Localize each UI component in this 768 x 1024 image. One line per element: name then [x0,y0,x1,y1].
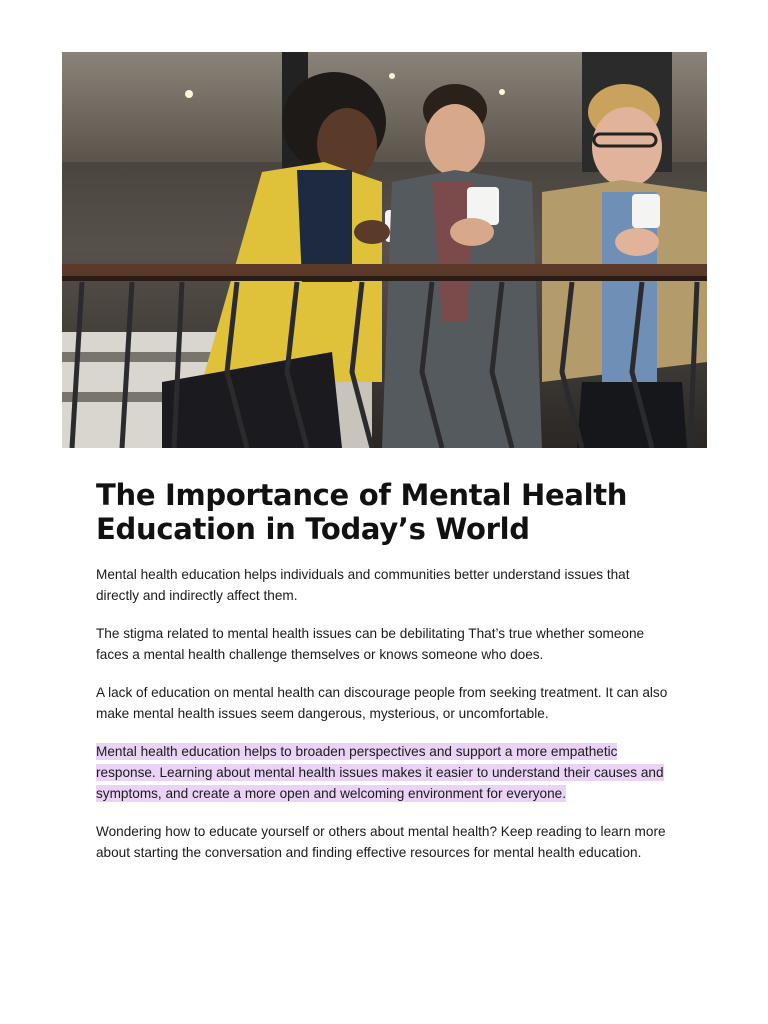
paragraph-lack-of-education [96,682,676,724]
paragraph-text: A lack of education on mental health can discourage people from seeking treatment. It can also make mental health issues seem dangerous, mysterious, or uncomfortable. [96,685,668,721]
paragraph-highlighted [96,741,676,804]
photo-icon [62,52,707,448]
highlighted-text: Mental health education helps to broaden perspectives and support a more empathetic response. Learning about mental health issues makes it easier to understand their causes and symptoms, and create a more open and welcoming environment for everyone. [96,744,664,801]
paragraph-text: Wondering how to educate yourself or others about mental health? Keep reading to learn more about starting the conversation and finding effective resources for mental health education. [96,824,666,860]
paragraph-stigma [96,623,676,665]
hero-image [62,52,707,448]
paragraph-intro [96,564,676,606]
article-body [96,478,676,880]
article-title: The Importance of Mental Health Education in Today’s World [96,478,628,546]
paragraph-text: The stigma related to mental health issues can be debilitating That’s true whether someone faces a mental health challenge themselves or knows someone who does. [96,626,645,662]
paragraph-text: Mental health education helps individuals and communities better understand issues that directly and indirectly affect them. [96,567,630,603]
paragraph-closing [96,821,676,863]
